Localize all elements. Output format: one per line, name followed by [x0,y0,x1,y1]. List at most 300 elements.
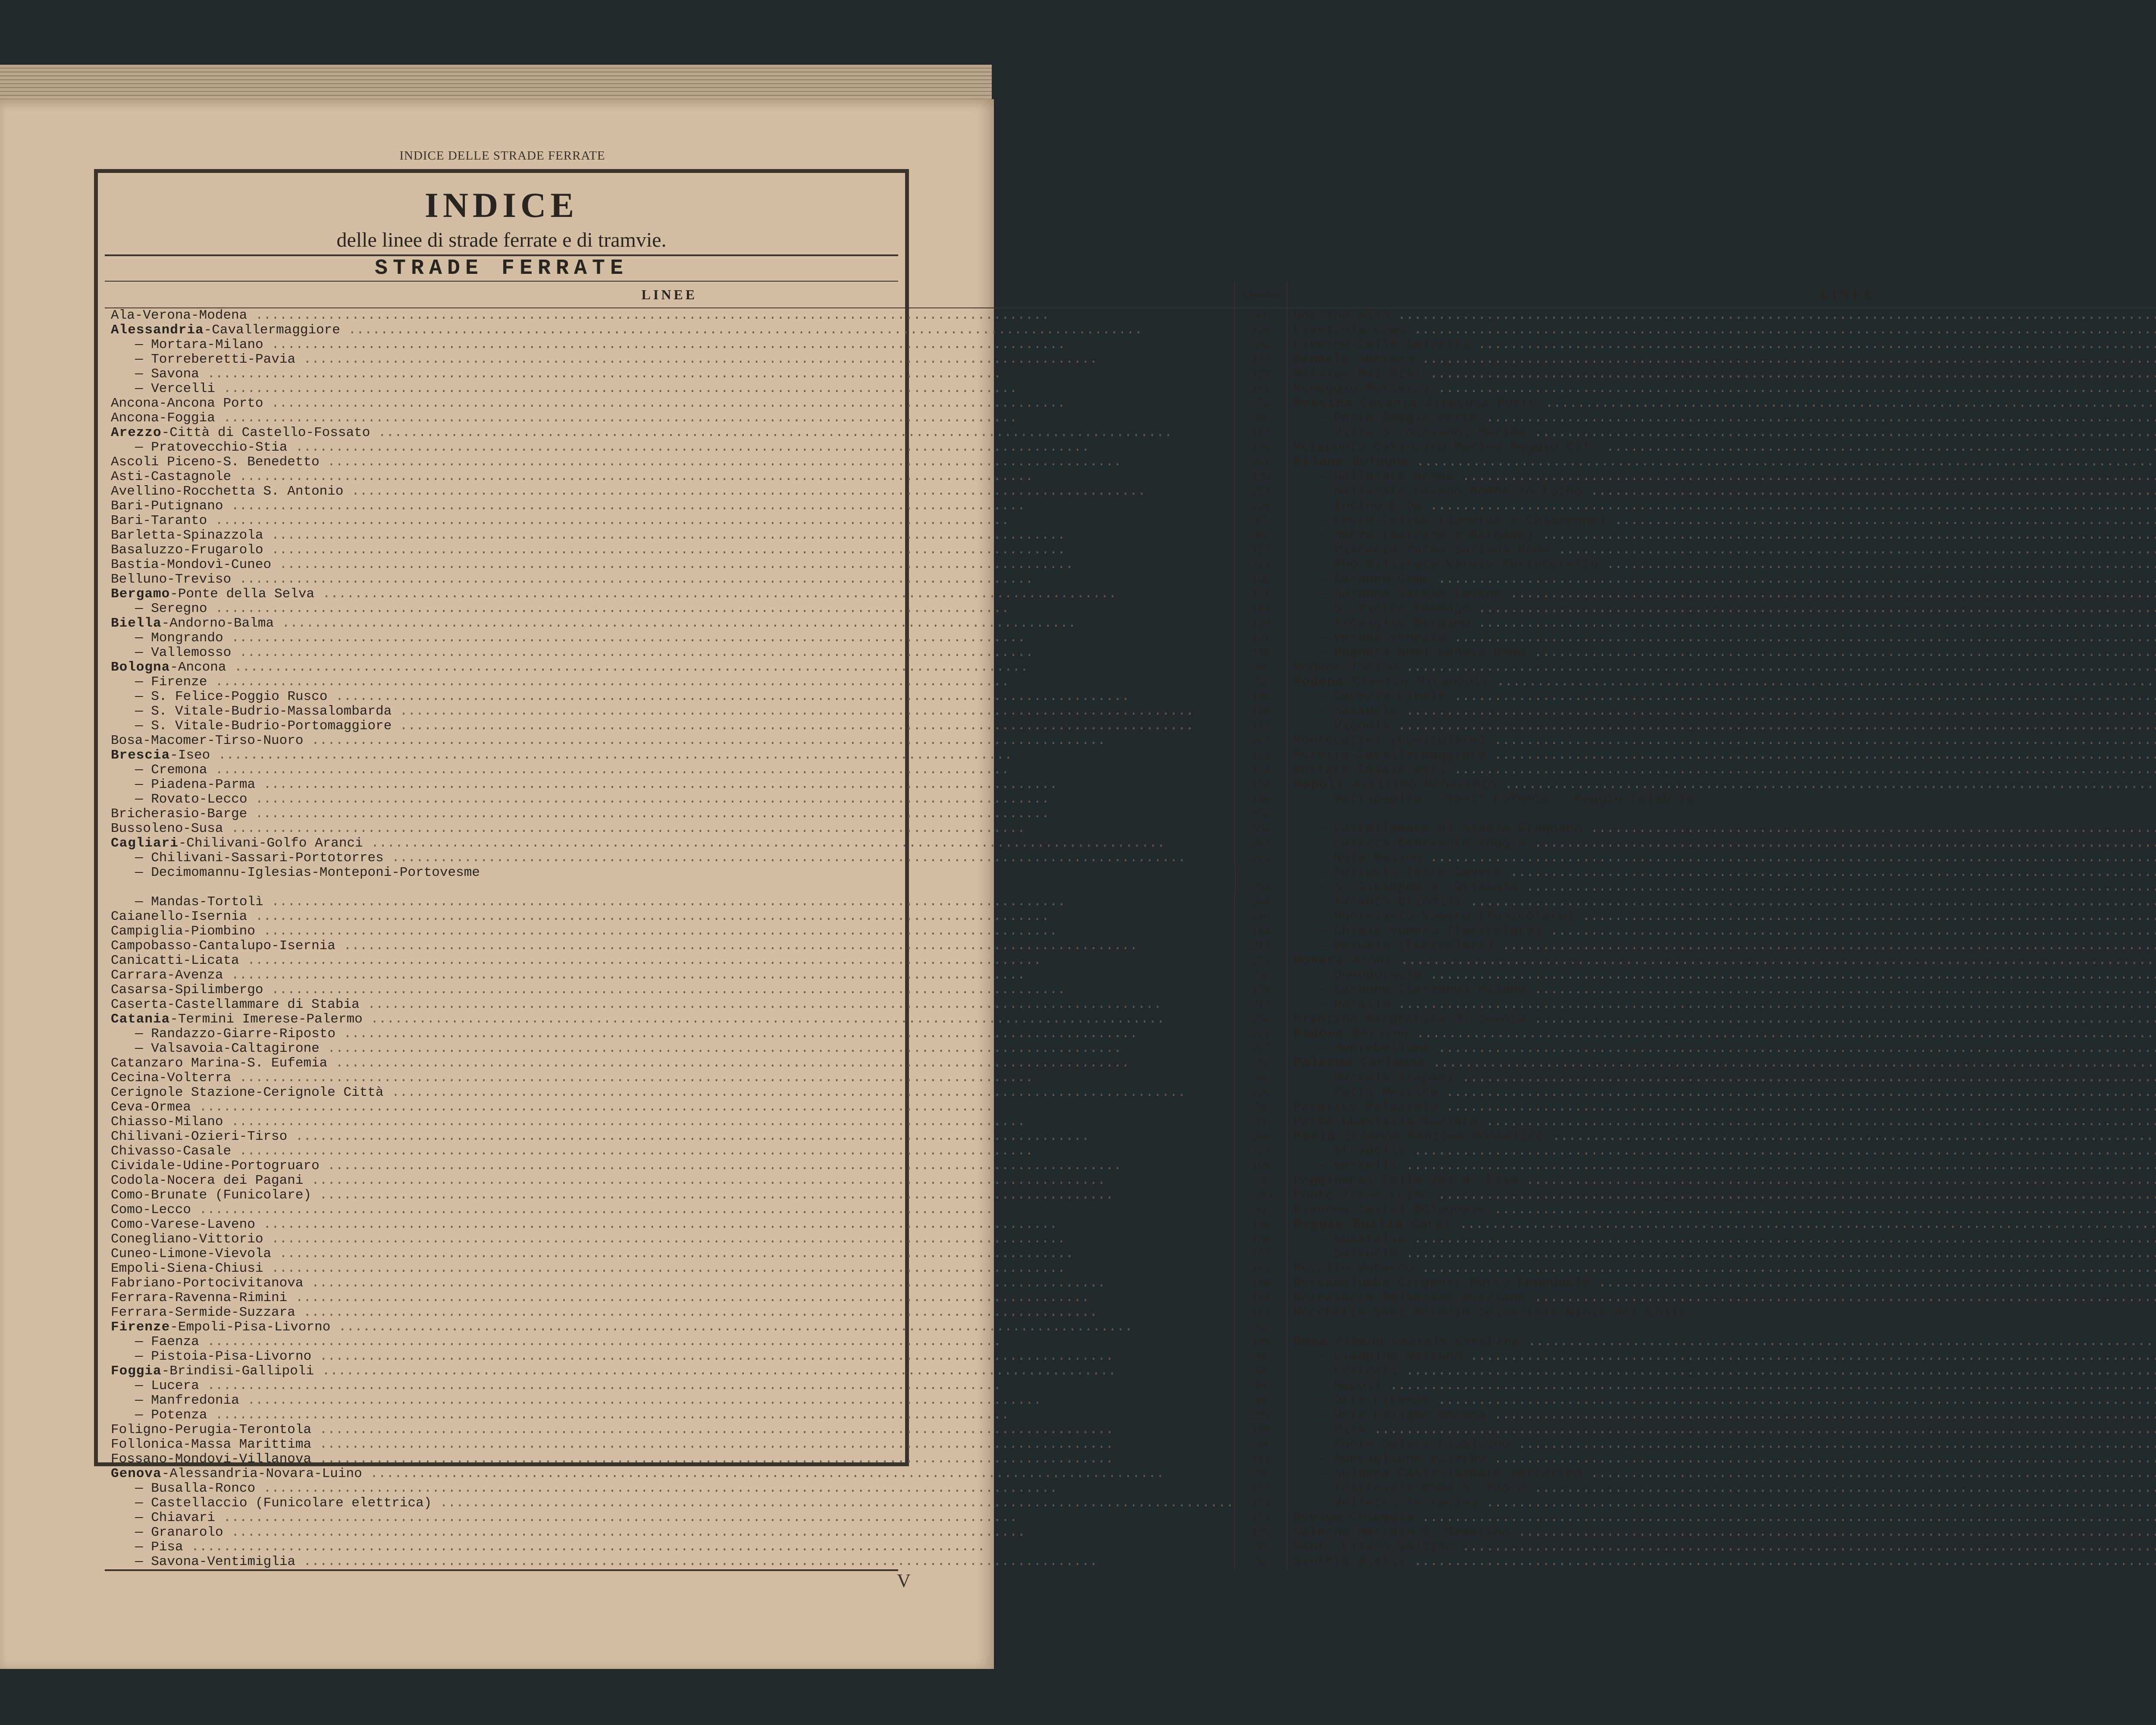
line-entry [1288,1188,2156,1203]
line-name: Caserta-Castellammare di Stabia [111,997,360,1013]
line-entry [105,690,1234,704]
quadro-number: 166 [1234,572,1287,587]
index-row [1288,1203,2156,1217]
line-name: — Cavezzo-Finale [1317,689,1446,705]
line-entry [105,924,1234,939]
quadro-number: 127 [1234,543,1287,558]
line-entry [1288,704,2156,719]
index-row [1288,1144,2156,1159]
quadro-number: 198 [1234,1276,1287,1291]
line-name: Ferrara-Sermide-Suzzara [111,1305,295,1320]
line-entry [105,572,1234,587]
quadro-number: 84 [1234,411,1287,426]
line-name: — Manfredonia [135,1393,239,1408]
index-row [1288,484,2156,499]
quadro-number: 175 [1234,1525,1287,1540]
line-name: — Sassuolo [1317,704,1398,719]
index-row [1288,748,2156,763]
line-name: -Corleone [1352,1056,1425,1071]
index-row [1288,1452,2156,1467]
index-row [1288,1012,2156,1027]
line-name: — Caserta-Benevento-Foggia [1317,836,1526,851]
line-name: Como-Brunate (Funicolare) [111,1188,312,1203]
line-entry [105,440,1234,455]
index-row [105,1232,1287,1247]
line-name: Chivasso-Casale [111,1144,232,1159]
index-row [105,1100,1287,1115]
line-name: Foligno-Perugia-Terontola [111,1422,312,1438]
line-entry [105,1027,1234,1041]
line-name: Gozzano-Alzo [1293,308,1390,323]
line-name: — Pratovecchio-Stia [135,440,288,455]
line-entry [105,1408,1234,1423]
line-entry [1288,1027,2156,1041]
line-entry [105,1173,1234,1188]
index-row [1288,1335,2156,1349]
line-entry [1288,866,2156,880]
index-row [1288,880,2156,895]
line-name: — Sassuolo [1317,1246,1398,1262]
line-entry [1288,690,2156,704]
quadro-number: 86 [1234,528,1287,543]
line-entry [1288,1496,2156,1511]
line-name: Cecina-Volterra [111,1070,232,1086]
quadro-number: 129 [1234,367,1287,382]
line-entry [105,895,1234,910]
line-name: — Porto-Reggio Porto [1317,411,1478,426]
line-entry [105,983,1234,997]
line-entry [1288,719,2156,734]
line-name: Fabriano-Portocivitanova [111,1276,304,1291]
city-name: Modena [1293,674,1344,690]
index-row [105,763,1287,778]
city-name: Pavia [1293,1129,1336,1145]
line-name: — Chiaia-Vomero (funicolare) [1317,924,1542,939]
quadro-number: 97a [1234,807,1287,822]
index-row [105,602,1287,616]
line-entry [1288,411,2156,426]
index-row [1288,1100,2156,1115]
line-name: — Domodossola [1317,968,1422,983]
line-entry [105,382,1234,396]
index-row [105,514,1287,528]
index-row [105,338,1287,352]
index-row [1288,895,2156,910]
line-entry [105,616,1234,631]
city-name: Padova [1293,1026,1344,1042]
index-row [1288,763,2156,778]
line-name: Avellino-Rocchetta S. Antonio [111,484,344,499]
line-name: — Pisa [135,1540,183,1555]
quadro-number: 256 [1234,1012,1287,1027]
line-name: Salerno-Mercato S. Severino [1293,1525,1510,1540]
index-row [1288,338,2156,352]
line-entry [1288,1555,2156,1569]
line-entry [1288,499,2156,514]
index-row [1288,1085,2156,1100]
index-row [1288,616,2156,631]
index-row [105,1056,1287,1071]
index-row [1288,734,2156,748]
city-name: Napoli [1293,777,1344,793]
index-row [105,1144,1287,1159]
line-entry [105,1232,1234,1247]
quadro-number: 52 [1234,675,1287,690]
line-entry [1288,1525,2156,1540]
line-entry [105,367,1234,382]
line-entry [105,1320,1234,1335]
line-entry [1288,455,2156,470]
index-row [105,1349,1287,1364]
line-entry [105,822,1234,836]
line-name: — Decimomannu-Iglesias-Monteponi-Portovesme [135,865,480,881]
line-entry [105,470,1234,484]
line-name: Ofantino-Margherita di Savoia [1293,1012,1526,1027]
quadro-number: 61 [1234,308,1287,323]
line-name: Como-Lecco [111,1202,191,1218]
index-row [105,616,1287,631]
index-row [1288,440,2156,455]
line-name: — Castellamare di Stabia-Gragnano [1317,821,1583,837]
line-entry [105,792,1234,807]
line-name: Massaua-Mai-Atal [1293,367,1422,382]
index-row [1288,1481,2156,1496]
line-entry [105,308,1234,323]
index-row [105,1159,1287,1173]
index-row [1288,1408,2156,1423]
quadro-number: 199 [1234,1423,1287,1437]
line-entry [1288,778,2156,792]
line-entry [105,1525,1234,1540]
city-name: Cagliari [111,836,179,851]
line-entry [1288,660,2156,675]
section-title: STRADE FERRATE [374,256,629,281]
quadro-number: 58 [1234,1100,1287,1115]
city-name: Catania [111,1012,170,1027]
right-column [1287,282,2156,1569]
line-name: — Orte-Foligno-Ancona [1317,1408,1486,1423]
index-row [1288,352,2156,367]
index-row [105,1496,1287,1511]
index-row [105,1540,1287,1555]
line-name: — Guastalla [1317,1232,1406,1247]
line-entry [1288,939,2156,953]
index-row [1288,1511,2156,1525]
line-name: -Chilivani-Golfo Aranci [178,836,363,851]
line-name: — Montesanto-Vomero (funicolare) [1317,909,1574,925]
line-entry [1288,1100,2156,1115]
index-row [1288,1349,2156,1364]
quadro-number: 153 [1234,748,1287,763]
line-name: — Nola-Baiano [1317,850,1422,866]
line-name: — Savona-Ventimiglia [135,1554,296,1570]
line-entry [105,953,1234,968]
line-name: Chiasso-Milano [111,1114,223,1130]
line-entry [1288,1247,2156,1261]
line-name: -Brindisi-Gallipoli [161,1364,314,1379]
index-row [105,352,1287,367]
line-entry [105,763,1234,778]
line-name: Roccapalumba-Girgenti-Porto Empedocle [1293,1276,1590,1291]
quadro-number: 138 [1234,1217,1287,1232]
line-entry [105,1085,1234,1100]
line-entry [1288,616,2156,631]
index-row [1288,543,2156,558]
quadro-number: 149 [1234,602,1287,616]
line-name: Parma-Guastalla-Suzzara [1293,1114,1478,1130]
line-entry [1288,1203,2156,1217]
index-row [1288,455,2156,470]
line-name: — Ciampino-Nettuno [1317,1349,1462,1364]
index-row [105,1408,1287,1423]
line-name: — Granarolo [135,1525,223,1540]
city-name: Milano [1293,455,1344,470]
index-row [105,1217,1287,1232]
index-row [1288,953,2156,968]
city-name: Palermo [1293,1056,1353,1071]
line-entry [105,411,1234,426]
index-row [1288,1305,2156,1335]
line-name: Carrara-Avenza [111,968,223,983]
header-lines: LINEE [641,287,698,303]
index-row [1288,470,2156,484]
line-name: — Varallo [1317,997,1390,1013]
quadro-number: 186 [1234,690,1287,704]
line-name: — S. Giuseppe d' Ottaiano [1317,880,1518,895]
line-entry [1288,484,2156,499]
quadro-number: 263 [1235,866,1287,895]
line-entry [1288,308,2156,323]
line-entry [1288,1364,2156,1379]
line-entry [1288,968,2156,983]
index-row [1288,1393,2156,1408]
line-name: Rezzato-Vobarno [1293,1261,1414,1276]
quadro-number: 173 [1234,1511,1287,1525]
line-entry [1288,1144,2156,1159]
line-name: -Empoli-Pisa-Livorno [170,1320,331,1335]
index-row [1288,1276,2156,1291]
city-name: Bergamo [111,586,170,602]
line-entry [1288,748,2156,763]
line-entry [1288,646,2156,660]
line-name: Belluno-Treviso [111,572,232,587]
quadro-number: 112 [1234,1144,1287,1159]
quadro-number: 170 [1234,983,1287,997]
index-row [105,1203,1287,1217]
left-rows [105,308,1287,1569]
line-entry [1288,1408,2156,1423]
line-name: -Ancona [170,660,226,675]
line-entry [105,1540,1234,1555]
index-row [105,1511,1287,1525]
quadro-number: 255 [1234,953,1287,968]
line-entry [1288,792,2156,822]
index-row [105,1173,1287,1188]
index-row [105,396,1287,411]
line-name: Ferrara-Ravenna-Rimini [111,1290,288,1306]
index-row [105,983,1287,997]
index-row [1288,866,2156,880]
line-name: Roccasecca-Balsorano-Avezzano [1293,1290,1526,1306]
line-name: — Trastevere-Roma S. Paolo [1317,1481,1526,1496]
line-name: — Vesuvio (Funicolare) [1317,938,1494,954]
line-name: — Marsala-Trapani [1317,1070,1454,1086]
index-row [1288,558,2156,572]
index-row [105,997,1287,1012]
line-name: — Busalla-Ronco [135,1481,256,1496]
index-row [105,646,1287,660]
line-name: Mandela-Subiaco [1293,352,1414,367]
line-entry [105,1159,1234,1173]
city-name: Biella [111,616,162,631]
line-name: — Mandas-Tortolì [135,894,263,910]
line-name: Bussoleno-Susa [111,821,223,837]
line-name: Empoli-Siena-Chiusi [111,1261,263,1276]
index-row [105,1027,1287,1041]
header-lines: LINEE [1820,287,1876,303]
index-row [105,1320,1287,1335]
line-entry [105,1129,1234,1144]
line-entry [1288,1261,2156,1276]
index-row [105,528,1287,543]
line-entry [105,1261,1234,1276]
index-row [105,704,1287,719]
line-entry [1288,528,2156,543]
index-row [105,895,1287,910]
quadro-number: 128 [1234,323,1287,338]
line-name: — Vercelli [1317,1158,1398,1174]
quadro-number: 50a [1234,822,1287,836]
index-row [105,748,1287,763]
line-name: — Ponte Galera-Fiumicino [1317,1437,1510,1452]
quadro-number: 84 [1234,1364,1287,1379]
line-name: Bosa-Macomer-Tirso-Nuoro [111,733,304,749]
index-row [105,778,1287,792]
line-entry [1288,1452,2156,1467]
index-row [1288,1129,2156,1144]
line-name: Chilivani-Ozieri-Tirso [111,1129,288,1145]
line-name: Montecatini (Funicolare) [1293,733,1486,749]
index-row [1288,382,2156,396]
line-entry [105,1481,1234,1496]
city-name: Alessandria [111,323,204,338]
line-name: -Cremona-Mantova-Monselice [1335,1129,1545,1145]
line-entry [1288,1071,2156,1085]
line-entry [105,836,1234,851]
line-entry [1288,1056,2156,1071]
line-name: Follonica-Massa Marittima [111,1437,312,1452]
quadro-number: 266 [1234,1129,1287,1144]
quadro-number: 184 [1234,1291,1287,1305]
line-entry [1288,910,2156,924]
line-entry [1288,1085,2156,1100]
line-name: — Stradella [1317,1144,1406,1159]
quadro-number: 264 [1234,895,1287,910]
line-name: — Seregno [135,601,207,617]
line-name: -Ponte della Selva [170,586,315,602]
index-row [105,1335,1287,1349]
index-row [1288,1379,2156,1393]
index-row [1288,1467,2156,1481]
quadro-number: 59 [1234,1467,1287,1481]
index-row [105,1437,1287,1452]
index-row [105,719,1287,734]
quadro-number: 138a [1234,1188,1287,1203]
index-table [105,282,1876,1571]
line-entry [105,631,1234,646]
line-name: Livorno-Colle Salvetti [1293,337,1470,353]
index-row [105,1012,1287,1027]
index-row [105,323,1287,338]
index-row [105,1452,1287,1467]
quadro-number: 50f [1234,1437,1287,1452]
index-row [105,382,1287,396]
line-entry [105,1100,1234,1115]
left-column [105,282,1287,1569]
line-name: — Velletri-Terracina [1317,1496,1478,1511]
index-row [105,558,1287,572]
line-name: — Treviglio-Bergamo [1317,616,1470,631]
index-row [105,1467,1287,1481]
line-entry [105,778,1234,792]
line-entry [1288,587,2156,602]
line-entry [105,1291,1234,1305]
line-entry [1288,572,2156,587]
index-row [105,924,1287,939]
line-entry [105,1247,1234,1261]
line-entry [105,1115,1234,1129]
index-row [105,1129,1287,1144]
line-name: — Valsavoia-Caltagirone [135,1041,320,1057]
line-name: — Ronciglione-Viterbo [1317,1452,1486,1467]
line-name: — S. Pietro-Camnago [1317,601,1470,617]
quadro-number: 148 [1234,792,1287,807]
line-name: — Montebelluna [1317,1041,1430,1057]
index-row [105,543,1287,558]
line-name: — Taranto-Brindisi [1317,894,1462,910]
line-entry [105,1349,1234,1364]
index-row [105,1276,1287,1291]
line-name: — Lucera [135,1378,199,1394]
index-row [1288,822,2156,836]
index-row [105,1481,1287,1496]
quadro-number: 89 [1234,1379,1287,1393]
index-row [105,631,1287,646]
line-entry [105,514,1234,528]
line-name: — Piacenza-Parma-Sarzana-Roma [1317,543,1551,558]
line-name: — S. Felice-Poggio Rusco [135,689,328,705]
line-entry [105,997,1234,1012]
line-name: — Saronno-(Seregno)-Milano [1317,982,1526,998]
index-row [1288,572,2156,587]
line-name: Ancona-Foggia [111,411,215,426]
index-row [1288,719,2156,734]
index-row [1288,851,2156,866]
line-name: Modane-Torino [1293,660,1398,675]
quadro-number: 77a [1234,396,1287,411]
line-name: — Patti-Messina [1317,1085,1438,1101]
line-name: — Potenza [135,1408,207,1423]
index-row [1288,646,2156,660]
index-row [1288,704,2156,719]
line-name: Poggibonsi-Colle Val d' Elsa [1293,1173,1518,1189]
city-name: Roma [1293,1334,1328,1350]
line-entry [105,1364,1234,1379]
index-row [105,587,1287,602]
quadro-number: 87 [1234,514,1287,528]
index-row [1288,308,2156,323]
line-entry [1288,880,2156,895]
